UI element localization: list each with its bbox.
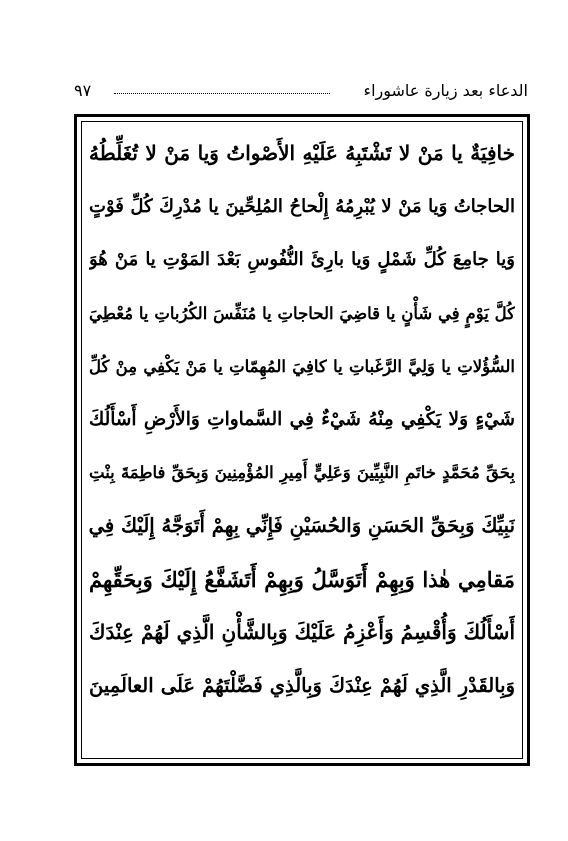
- header-dotted-leader: [114, 93, 330, 94]
- text-frame: [74, 114, 530, 766]
- prayer-text-body: [89, 127, 515, 753]
- page-number: ٩٧: [74, 81, 92, 100]
- text-line: بِحَقِّ مُحَمَّدٍ خاتَمِ النَّبِيِّينَ وَعَلِيٍّ أَمِيرِ المُؤْمِنِينَ وَبِحَقِّ فاطِمَةَ بِنْتِ: [89, 463, 515, 483]
- text-line: الحاجاتُ وَيا مَنْ لا يُبْرِمُهُ إِلْحاحُ المُلِحِّينَ يا مُدْرِكَ كُلِّ فَوْتٍ: [89, 196, 515, 218]
- header-title: الدعاء بعد زيارة عاشوراء: [363, 81, 528, 100]
- text-line: أَسْأَلُكَ وَأُقْسِمُ وَأَعْزِمُ عَلَيْكَ وَبِالشَّأْنِ الَّذِي لَهُمْ عِنْدَكَ: [89, 619, 515, 644]
- text-line: وَبِالقَدْرِ الَّذِي لَهُمْ عِنْدَكَ وَبِالَّذِي فَضَّلْتَهُمْ عَلَى العالَمِينَ: [89, 673, 515, 697]
- text-line: خافِيَةٌ يا مَنْ لا تَشْتَبِهُ عَلَيْهِ الأَصْواتُ وَيا مَنْ لا تُغَلِّطُهُ: [89, 141, 515, 165]
- page-header: [74, 80, 528, 106]
- text-line: نَبِيِّكَ وَبِحَقِّ الحَسَنِ وَالحُسَيْنِ فَإِنِّي بِهِمْ أَتَوَجَّهُ إِلَيْكَ فِي: [89, 514, 515, 538]
- text-line: وَيا جامِعَ كُلِّ شَمْلٍ وَيا بارِئَ النُّفُوسِ بَعْدَ المَوْتِ يا مَنْ هُوَ: [89, 249, 515, 271]
- text-line: كُلَّ يَوْمٍ فِي شَأْنٍ يا قاضِيَ الحاجاتِ يا مُنَفِّسَ الكُرُباتِ يا مُعْطِيَ: [89, 303, 515, 323]
- text-line: مَقامِي هٰذا وَبِهِمْ أَتَوَسَّلُ وَبِهِمْ أَتَشَفَّعُ إِلَيْكَ وَبِحَقِّهِمْ: [89, 566, 515, 592]
- text-line: السُّؤُلاتِ يا وَلِيَّ الرَّغَباتِ يا كافِيَ المُهِمّاتِ يا مَنْ يَكْفِي مِنْ كُلِّ: [89, 356, 515, 376]
- text-line: شَيْءٍ وَلا يَكْفِي مِنْهُ شَيْءٌ فِي السَّماواتِ وَالأَرْضِ أَسْأَلُكَ: [89, 408, 515, 430]
